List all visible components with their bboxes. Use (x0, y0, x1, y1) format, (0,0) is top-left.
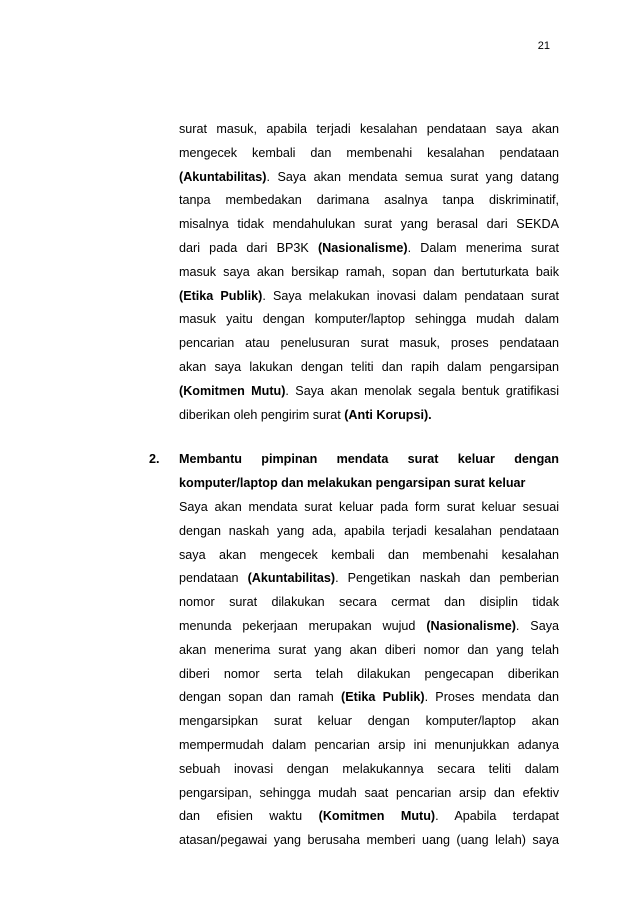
bold-value-term: (Akuntabilitas) (247, 571, 336, 586)
text-line (179, 710, 559, 734)
text-segment: . Dalam menerima surat (407, 240, 559, 255)
continuation-paragraph (149, 118, 559, 427)
paragraph-gap (149, 427, 559, 448)
text-segment: akan saya lakukan dengan teliti dan rapih dalam pengarsipan (179, 359, 559, 374)
text-segment: . Proses mendata dan (424, 690, 560, 705)
bold-value-term: (Etika Publik) (341, 690, 425, 705)
text-segment: mengarsipkan surat keluar dengan komputer/laptop akan (179, 714, 559, 729)
bold-value-term: (Anti Korupsi). (344, 407, 432, 422)
text-line (179, 118, 559, 142)
text-segment: . Pengetikan naskah dan pemberian (335, 571, 559, 586)
heading-line: komputer/laptop dan melakukan pengarsipan surat keluar (179, 476, 526, 491)
text-segment: masuk yaitu dengan komputer/laptop sehingga mudah dalam (179, 312, 559, 327)
text-segment: dan efisien waktu (179, 809, 319, 824)
text-line (179, 615, 559, 639)
document-body (149, 118, 559, 853)
text-line (179, 404, 559, 428)
text-line (179, 782, 559, 806)
text-segment: masuk saya akan bersikap ramah, sopan dan bertuturkata baik (179, 264, 559, 279)
text-segment: pengarsipan, sehingga mudah saat pencarian arsip dan efektiv (179, 785, 559, 800)
text-segment: sebuah inovasi dengan melakukannya secara teliti dalam (179, 761, 559, 776)
text-line (179, 686, 559, 710)
text-line (179, 734, 559, 758)
text-line (179, 261, 559, 285)
bold-value-term: (Nasionalisme) (317, 240, 408, 255)
text-line (179, 142, 559, 166)
bold-value-term: (Akuntabilitas) (179, 169, 267, 184)
text-line (179, 805, 559, 829)
text-segment: dengan naskah yang ada, apabila terjadi kesalahan pendataan (179, 523, 559, 538)
text-segment: mempermudah dalam pencarian arsip ini menunjukkan adanya (179, 737, 559, 752)
text-line (179, 758, 559, 782)
text-line (179, 567, 559, 591)
text-line (179, 591, 559, 615)
text-segment: nomor surat dilakukan secara cermat dan disiplin tidak (179, 595, 559, 610)
bold-value-term: (Komitmen Mutu) (318, 809, 436, 824)
bold-value-term: (Etika Publik) (179, 288, 263, 303)
text-segment: . Saya melakukan inovasi dalam pendataan surat (262, 288, 559, 303)
list-item-2 (149, 448, 559, 853)
text-segment: mengecek kembali dan membenahi kesalahan pendataan (179, 145, 559, 160)
text-line (179, 829, 559, 853)
text-segment: dari pada dari BP3K (179, 240, 318, 255)
text-line (179, 213, 559, 237)
list-item-body (179, 496, 559, 853)
text-segment: . Saya akan mendata semua surat yang datang (266, 169, 559, 184)
text-segment: saya akan mengecek kembali dan membenahi kesalahan (179, 547, 559, 562)
text-segment: akan menerima surat yang akan diberi nomor dan yang telah (179, 642, 559, 657)
list-item-heading (179, 448, 559, 496)
text-segment: dengan sopan dan ramah (179, 690, 342, 705)
text-segment: surat masuk, apabila terjadi kesalahan pendataan saya akan (179, 122, 559, 136)
text-segment: . Saya akan menolak segala bentuk gratifikasi (285, 383, 559, 398)
text-line (179, 520, 559, 544)
bold-value-term: (Komitmen Mutu) (179, 383, 286, 398)
text-segment: Saya akan mendata surat keluar pada form surat keluar sesuai (179, 499, 559, 514)
text-segment: diberikan oleh pengirim surat (179, 407, 345, 422)
text-line (179, 237, 559, 261)
text-line (179, 663, 559, 687)
list-item-number: 2. (149, 452, 160, 467)
text-line (179, 166, 559, 190)
text-segment: . Apabila terdapat (435, 809, 559, 824)
text-segment: diberi nomor serta telah dilakukan pengecapan diberikan (179, 666, 559, 681)
text-line (179, 189, 559, 213)
text-line (179, 544, 559, 568)
text-line (179, 308, 559, 332)
text-segment: menunda pekerjaan merupakan wujud (179, 618, 427, 633)
heading-line: Membantu pimpinan mendata surat keluar dengan (179, 452, 559, 467)
bold-value-term: (Nasionalisme) (426, 618, 516, 633)
text-segment: atasan/pegawai yang berusaha memberi uang (uang lelah) saya (179, 833, 559, 848)
text-segment: tanpa membedakan darimana asalnya tanpa diskriminatif, (179, 193, 559, 208)
text-line (179, 356, 559, 380)
text-segment: . Saya (515, 618, 560, 633)
text-line (179, 496, 559, 520)
text-line (179, 332, 559, 356)
text-line (179, 639, 559, 663)
text-line (179, 285, 559, 309)
text-segment: pencarian atau penelusuran surat masuk, proses pendataan (179, 336, 559, 351)
text-segment: pendataan (179, 571, 248, 586)
text-line (179, 380, 559, 404)
page-number: 21 (537, 40, 550, 52)
text-segment: misalnya tidak mendahulukan surat yang berasal dari SEKDA (179, 217, 559, 232)
